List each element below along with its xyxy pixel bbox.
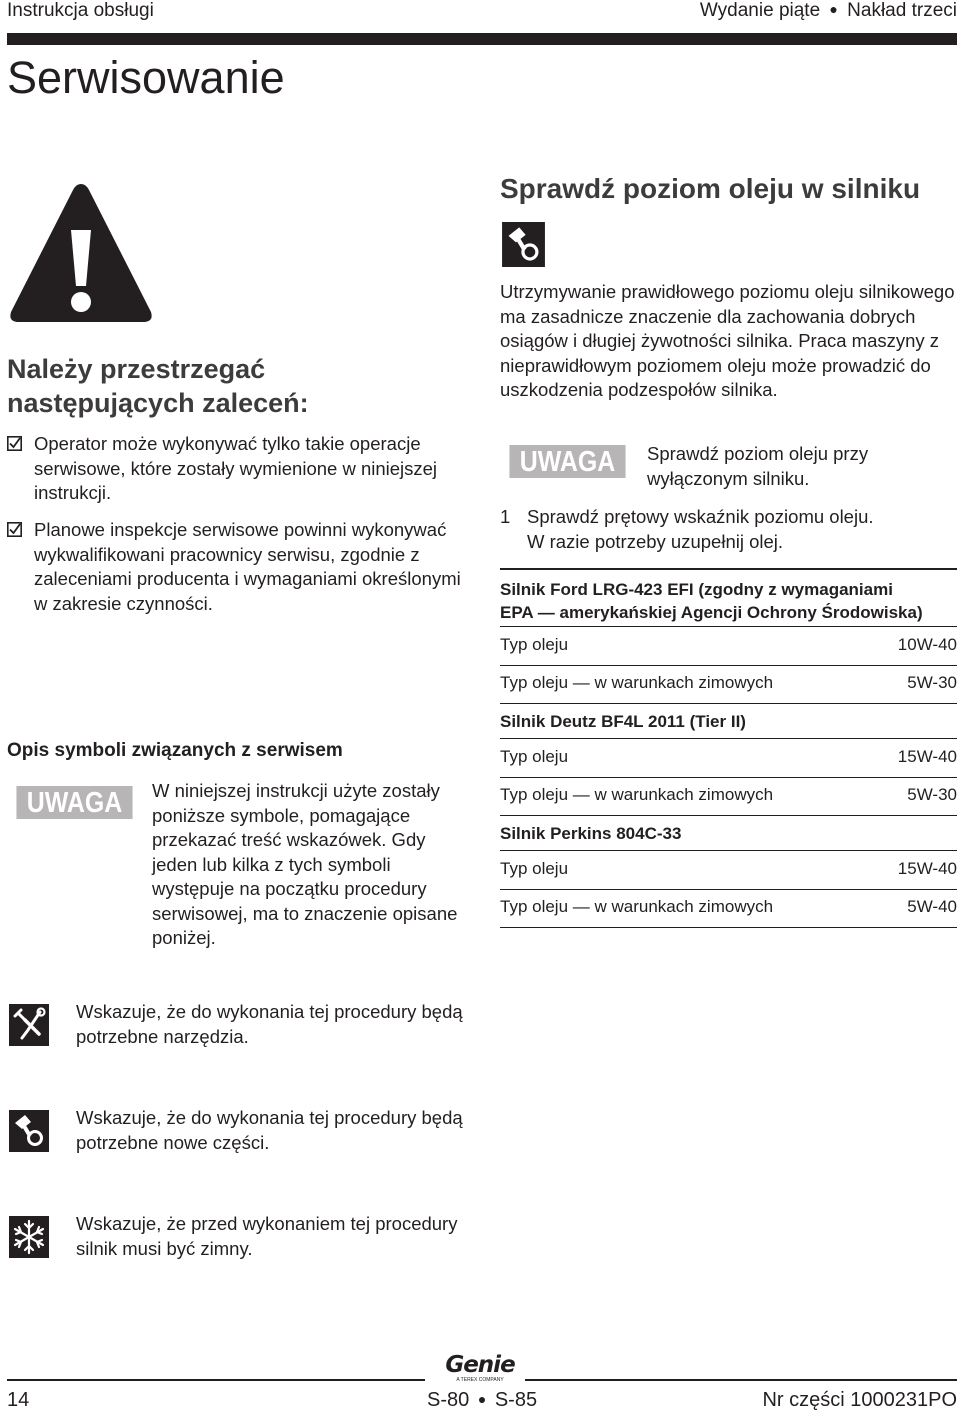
step-line1: Sprawdź prętowy wskaźnik poziomu oleju. [527, 506, 874, 527]
oil-type-value: 15W-40 [897, 859, 957, 878]
model-b: S-85 [494, 1389, 538, 1411]
oil-type-label: Typ oleju [500, 859, 569, 878]
header-manual-title: Instrukcja obsługi [7, 0, 154, 21]
table-row [500, 738, 957, 778]
table-row [500, 850, 957, 890]
oil-type-value: 10W-40 [897, 635, 957, 654]
step-line2: W razie potrzeby uzupełnij olej. [527, 530, 784, 552]
table-row [500, 777, 957, 816]
oil-type-value: 5W-30 [907, 673, 957, 692]
warning-heading [7, 352, 387, 420]
header-edition [700, 0, 957, 22]
oil-type-label: Typ oleju — w warunkach zimowych [500, 673, 774, 692]
uwaga-note: Sprawdź poziom oleju przy wyłączonym silniku. [647, 443, 869, 489]
engine-name: Silnik Deutz BF4L 2011 (Tier II) [500, 712, 746, 731]
warning-triangle-icon [7, 180, 155, 326]
table-row [500, 626, 957, 666]
oil-type-label: Typ oleju — w warunkach zimowych [500, 897, 774, 916]
symbols-heading: Opis symboli związanych z serwisem [7, 740, 343, 761]
checkbox-icon [7, 436, 22, 451]
warning-heading-line1: Należy przestrzegać [7, 354, 266, 384]
bullet-separator-icon: ● [477, 1391, 487, 1407]
table-row [500, 889, 957, 928]
table-top-rule [500, 568, 957, 570]
header-edition-label: Wydanie piąte [699, 0, 821, 21]
step-number: 1 [500, 506, 511, 527]
oil-type-label: Typ oleju [500, 635, 569, 654]
warning-item [7, 518, 467, 616]
warning-item-text: Operator może wykonywać tylko takie operacje serwisowe, które zostały wymienione w niniejszej instrukcji. [34, 433, 438, 503]
table-row [500, 665, 957, 704]
warning-heading-line2: następujących zaleceń: [7, 388, 309, 418]
symbols-intro: W niniejszej instrukcji użyte zostały poniższe symbole, pomagające przekazać treść wskazówek. Gdy jeden lub kilka z tych symboli występuje na początku procedury serwisowej, ma to znaczenie opisane poniżej. [152, 780, 458, 948]
logo-wordmark: Genie [445, 1352, 515, 1378]
legend-tools-text: Wskazuje, że do wykonania tej procedury będą potrzebne narzędzia. [76, 1001, 463, 1047]
procedure-intro: Utrzymywanie prawidłowego poziomu oleju silnikowego ma zasadnicze znaczenie dla zachowania dobrych osiągów i długiej żywotności silnika. Praca maszyny z nieprawidłowym poziomem oleju może prowadzić do uszkodzenia podzespołów silnika. [500, 281, 955, 400]
warning-item-text: Planowe inspekcje serwisowe powinni wykonywać wykwalifikowani pracownicy serwisu, zgodnie z zaleceniami producenta i wymaganiami określonymi w zakresie czynności. [34, 519, 461, 614]
footer-rule-right [525, 1379, 957, 1381]
parts-icon [502, 222, 545, 267]
checkbox-icon [7, 522, 22, 537]
oil-type-label: Typ oleju — w warunkach zimowych [500, 785, 774, 804]
part-number: Nr części 1000231PO [762, 1389, 957, 1411]
step-1 [500, 505, 960, 554]
logo-tagline: A TEREX COMPANY [456, 1377, 504, 1383]
warning-item [7, 432, 467, 506]
uwaga-badge: UWAGA [509, 445, 625, 478]
oil-type-value: 5W-30 [907, 785, 957, 804]
footer-rule-left [7, 1379, 425, 1381]
parts-icon [9, 1110, 49, 1152]
bullet-separator-icon: ● [829, 1, 838, 17]
genie-logo [440, 1353, 520, 1383]
engine-name: Silnik Perkins 804C-33 [500, 824, 682, 843]
page-title: Serwisowanie [7, 52, 285, 103]
uwaga-badge: UWAGA [16, 786, 132, 819]
header-print-label: Nakład trzeci [847, 0, 957, 21]
engine-name-line2: EPA — amerykańskiej Agencji Ochrony Środowiska) [500, 603, 923, 622]
procedure-heading: Sprawdź poziom oleju w silniku [500, 173, 921, 204]
oil-type-value: 15W-40 [897, 747, 957, 766]
header-rule [7, 33, 957, 45]
page-number: 14 [7, 1389, 30, 1411]
legend-cold-text: Wskazuje, że przed wykonaniem tej procedury silnik musi być zimny. [76, 1213, 458, 1259]
engine-name [500, 578, 957, 624]
oil-type-label: Typ oleju [500, 747, 569, 766]
engine-name-line1: Silnik Ford LRG-423 EFI (zgodny z wymaganiami [500, 580, 893, 599]
oil-type-value: 5W-40 [907, 897, 957, 916]
footer-models [427, 1389, 537, 1412]
snowflake-icon [9, 1216, 49, 1258]
legend-parts-text: Wskazuje, że do wykonania tej procedury będą potrzebne nowe części. [76, 1107, 463, 1153]
tools-icon [9, 1004, 49, 1046]
model-a: S-80 [427, 1389, 470, 1411]
